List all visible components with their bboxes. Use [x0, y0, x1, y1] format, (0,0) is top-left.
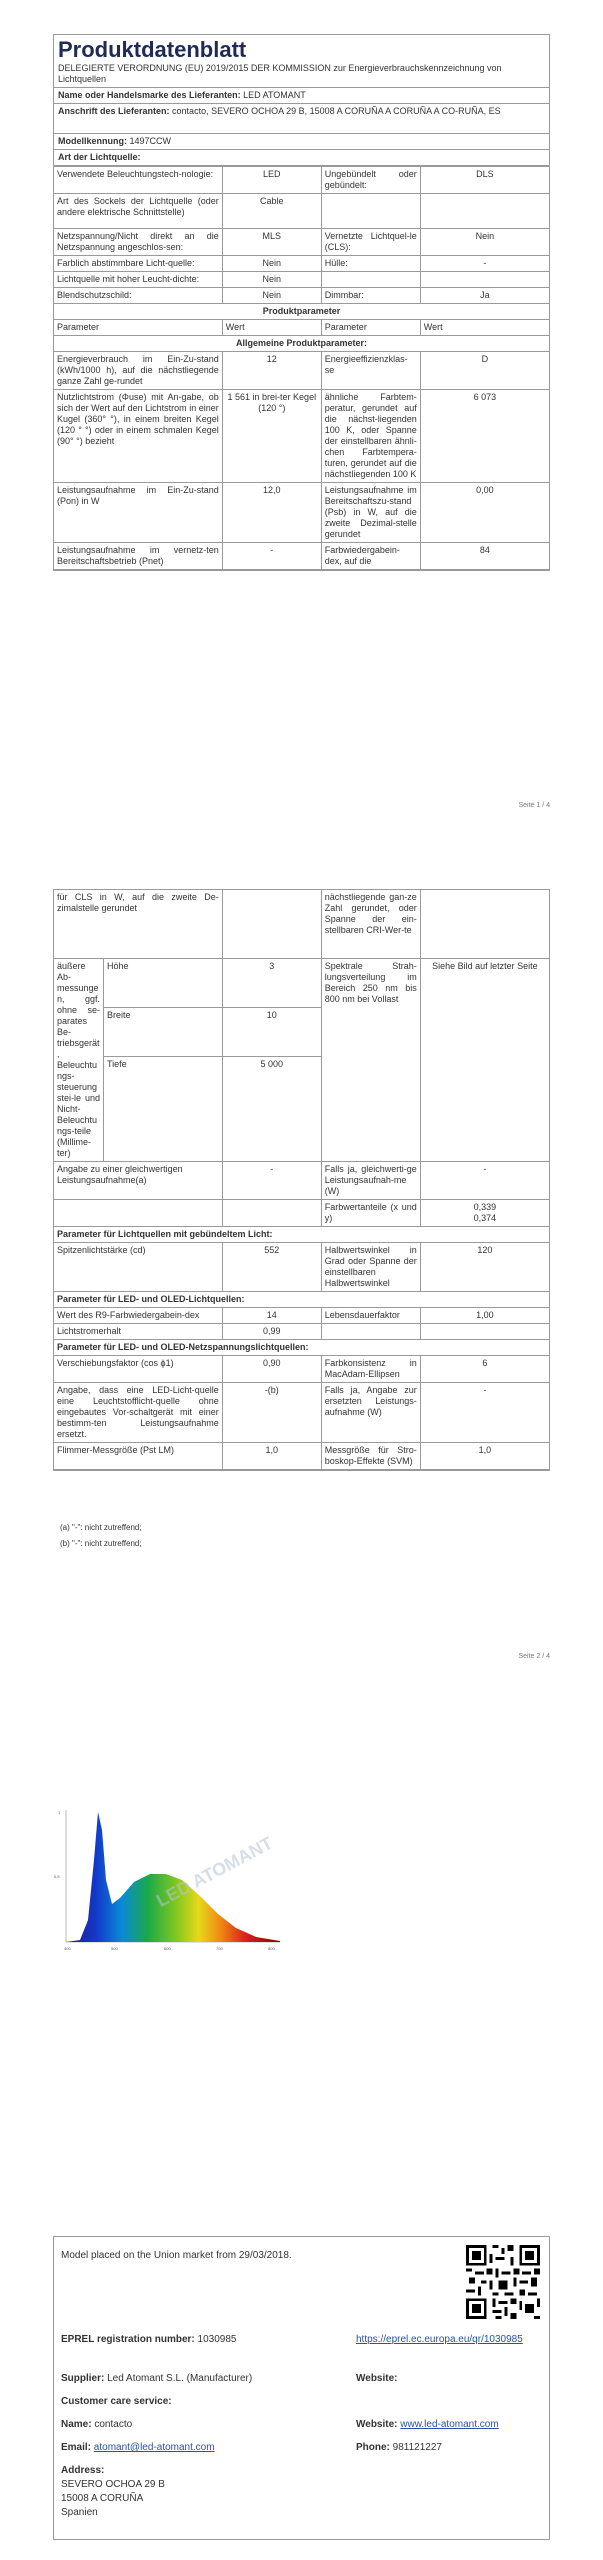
- eprel-info-box: [53, 2236, 550, 2540]
- type-label: Farblich abstimmbare Licht-quelle:: [54, 256, 222, 272]
- displacement-factor-value: 0,90: [222, 1356, 321, 1383]
- type-value: Cable: [222, 194, 321, 229]
- param-value: -: [222, 543, 321, 570]
- flicker-label: Flimmer-Messgröße (Pst LM): [54, 1443, 222, 1470]
- x-tick-label: 600: [164, 1946, 171, 1951]
- colour-consistency-value: 6: [420, 1356, 549, 1383]
- model-row: [54, 134, 549, 150]
- dimension-name: Breite: [104, 1008, 223, 1057]
- address-line: 15008 A CORUÑA: [61, 2493, 144, 2504]
- equiv-power-flag-label: Angabe zu einer gleichwertigen Leistungsaufnahme(a): [54, 1162, 222, 1200]
- displacement-factor-label: Verschiebungsfaktor (cos ϕ1): [54, 1356, 222, 1383]
- type-label: Lichtquelle mit hoher Leucht-dichte:: [54, 272, 222, 288]
- equiv-power-flag-value: -: [222, 1162, 321, 1200]
- email-link[interactable]: atomant@led-atomant.com: [93, 2442, 215, 2453]
- supplier-row: [61, 2372, 252, 2385]
- contact-name-label: Name:: [61, 2419, 92, 2430]
- table-row: [54, 1383, 549, 1443]
- survival-factor-label: Lebensdauerfaktor: [321, 1308, 420, 1324]
- type-value: MLS: [222, 229, 321, 256]
- param-value: D: [420, 352, 549, 390]
- type-value: Nein: [222, 288, 321, 304]
- qr-code-icon[interactable]: [466, 2245, 540, 2319]
- column-header-parameter: Parameter: [321, 320, 420, 336]
- lumen-maintenance-value: 0,99: [222, 1324, 321, 1340]
- param-label: für CLS in W, auf die zweite De-zimalstelle gerundet: [54, 890, 222, 959]
- product-params-table-continued: [54, 889, 549, 1470]
- column-header-value: Wert: [222, 320, 321, 336]
- contact-name-value: contacto: [94, 2419, 133, 2430]
- dimension-name: Höhe: [104, 959, 223, 1008]
- param-label: Leistungsaufnahme im vernetz-ten Bereitschaftsbetrieb (Pnet): [54, 543, 222, 570]
- phone-value: 981121227: [392, 2442, 442, 2453]
- dimension-name: Tiefe: [104, 1057, 223, 1162]
- customer-care-heading: Customer care service:: [61, 2396, 172, 2407]
- y-tick-label: 1: [58, 1810, 61, 1815]
- param-value: 1 561 in brei-ter Kegel (120 °): [222, 390, 321, 483]
- table-row: [54, 336, 549, 352]
- page-title: Produktdatenblatt: [58, 37, 247, 62]
- footnote-a: (a) "-": nicht zutreffend;: [60, 1523, 142, 1532]
- type-value: DLS: [420, 167, 549, 194]
- type-value: -: [420, 256, 549, 272]
- equiv-power-label: Falls ja, gleichwerti-ge Leistungsaufnah-me (W): [321, 1162, 420, 1200]
- care-website-link[interactable]: www.led-atomant.com: [400, 2419, 499, 2430]
- spectral-distribution-figure: [50, 1800, 300, 1960]
- table-row: [54, 1200, 549, 1227]
- stroboscopic-label: Messgröße für Stro-boskop-Effekte (SVM): [321, 1443, 420, 1470]
- table-row: [54, 1227, 549, 1243]
- param-value: 6 073: [420, 390, 549, 483]
- stroboscopic-value: 1,0: [420, 1443, 549, 1470]
- eprel-registration-value: 1030985: [197, 2334, 237, 2345]
- beam-angle-value: 120: [420, 1243, 549, 1292]
- param-value: 12,0: [222, 483, 321, 543]
- phone-label: Phone:: [356, 2442, 390, 2453]
- general-params-heading: Allgemeine Produktparameter:: [54, 336, 549, 352]
- type-value: Ja: [420, 288, 549, 304]
- table-row: [54, 959, 549, 1008]
- model-label: Modellkennung:: [58, 136, 127, 146]
- peak-intensity-label: Spitzenlichtstärke (cd): [54, 1243, 222, 1292]
- x-tick-label: 500: [111, 1946, 118, 1951]
- table-row: [54, 1292, 549, 1308]
- table-row: [54, 890, 549, 959]
- type-label: Verwendete Beleuchtungstech-nologie:: [54, 167, 222, 194]
- product-params-heading: Produktparameter: [54, 304, 549, 320]
- supplier-label: Supplier:: [61, 2373, 105, 2384]
- table-row: [54, 1356, 549, 1383]
- dimension-value: 5 000: [222, 1057, 321, 1162]
- type-label: Art des Sockels der Lichtquelle (oder andere elektrische Schnittstelle): [54, 194, 222, 229]
- supplier-value: Led Atomant S.L. (Manufacturer): [107, 2373, 253, 2384]
- column-header-parameter: Parameter: [54, 320, 222, 336]
- chromaticity-x: 0,339: [473, 1202, 497, 1212]
- table-row: [54, 167, 549, 194]
- type-label: [321, 194, 420, 229]
- param-label: Nutzlichtstrom (Φuse) mit An-gabe, ob sich der Wert auf den Lichtstrom in einer Kugel (360° °), in einem breiten Kegel (120 ° °) oder in einem schmalen Kegel (90° °) bezieht: [54, 390, 222, 483]
- dimension-value: 10: [222, 1008, 321, 1057]
- table-row: [54, 543, 549, 570]
- param-label: Energieverbrauch im Ein-Zu-stand (kWh/1000 h), auf die nächstliegende ganze Zahl ge-rundet: [54, 352, 222, 390]
- param-label: Leistungsaufnahme im Ein-Zu-stand (Pon) in W: [54, 483, 222, 543]
- r9-value: 14: [222, 1308, 321, 1324]
- light-source-type-table: [54, 166, 549, 570]
- table-row: [54, 483, 549, 543]
- chromaticity-value: [420, 1200, 549, 1227]
- eprel-link[interactable]: https://eprel.ec.europa.eu/qr/1030985: [356, 2334, 523, 2345]
- beam-angle-label: Halbwertswinkel in Grad oder Spanne der einstellbaren Halbwertswinkel: [321, 1243, 420, 1292]
- eprel-registration-label: EPREL registration number:: [61, 2334, 195, 2345]
- page-number: Seite 2 / 4: [518, 1653, 550, 1660]
- care-website-label: Website:: [356, 2419, 398, 2430]
- table-row: [54, 288, 549, 304]
- type-label: Hülle:: [321, 256, 420, 272]
- type-label: Ungebündelt oder gebündelt:: [321, 167, 420, 194]
- contact-name-row: [61, 2418, 132, 2431]
- brand-watermark: LED ATOMANT: [153, 1832, 277, 1911]
- type-value: Nein: [222, 256, 321, 272]
- market-date: Model placed on the Union market from 29/03/2018.: [61, 2250, 292, 2261]
- spectral-label: Spektrale Strah-lungsverteilung im Bereich 250 nm bis 800 nm bei Vollast: [321, 959, 420, 1162]
- equiv-power-value: -: [420, 1162, 549, 1200]
- replacement-claim-label: Angabe, dass eine LED-Licht-quelle eine Leuchtstofflicht-quelle ohne eingebautes Vor-schaltgerät mit einer bestimm-ten Leistungsaufnahme ersetzt.: [54, 1383, 222, 1443]
- peak-intensity-value: 552: [222, 1243, 321, 1292]
- footnote-b: (b) "-": nicht zutreffend;: [60, 1539, 142, 1548]
- type-value: LED: [222, 167, 321, 194]
- r9-label: Wert des R9-Farbwiedergabein-dex: [54, 1308, 222, 1324]
- spectral-value: Siehe Bild auf letzter Seite: [420, 959, 549, 1162]
- type-label: [321, 272, 420, 288]
- supplier-name-row: [54, 88, 549, 104]
- chromaticity-y: 0,374: [473, 1213, 497, 1223]
- datasheet-page-1: [53, 34, 550, 571]
- phone-row: [356, 2441, 442, 2454]
- supplier-address-value: contacto, SEVERO OCHOA 29 B, 15008 A CORUÑA A CORUÑA A CO-RUÑA, ES: [172, 106, 501, 116]
- address-line: Spanien: [61, 2507, 98, 2518]
- table-row: [54, 1340, 549, 1356]
- table-row: [54, 304, 549, 320]
- table-row: [54, 194, 549, 229]
- y-tick-label: 0,5: [54, 1874, 60, 1879]
- type-label: Netzspannung/Nicht direkt an die Netzspannung angeschlos-sen:: [54, 229, 222, 256]
- supplier-address-row: [54, 104, 549, 134]
- replacement-claim-value: -(b): [222, 1383, 321, 1443]
- type-label: Blendschutzschild:: [54, 288, 222, 304]
- dimensions-label: äußere Ab-messungen, ggf. ohne se-parates Be-triebsgerät, Beleuchtungs-steuerungstei-le und Nicht-Beleuchtungs-teile (Millime-ter): [54, 959, 104, 1162]
- table-row: [54, 352, 549, 390]
- model-value: 1497CCW: [129, 136, 172, 146]
- spectrum-curve: [66, 1812, 280, 1942]
- table-row: [54, 1443, 549, 1470]
- table-header-row: [54, 320, 549, 336]
- type-value: [420, 272, 549, 288]
- lumen-maintenance-label: Lichtstromerhalt: [54, 1324, 222, 1340]
- param-label: Energieeffizienzklas-se: [321, 352, 420, 390]
- table-row: [54, 272, 549, 288]
- led-params-heading: Parameter für LED- und OLED-Lichtquellen:: [54, 1292, 549, 1308]
- website-label: Website:: [356, 2373, 398, 2384]
- flicker-value: 1,0: [222, 1443, 321, 1470]
- param-value: 84: [420, 543, 549, 570]
- colour-consistency-label: Farbkonsistenz in MacAdam-Ellipsen: [321, 1356, 420, 1383]
- param-label: Farbwiedergabein-dex, auf die: [321, 543, 420, 570]
- param-label: nächstliegende gan-ze Zahl gerundet, oder Spanne der ein-stellbaren CRI-Wer-te: [321, 890, 420, 959]
- param-value: 0,00: [420, 483, 549, 543]
- supplier-name-label: Name oder Handelsmarke des Lieferanten:: [58, 90, 241, 100]
- x-tick-label: 800: [268, 1946, 275, 1951]
- column-header-value: Wert: [420, 320, 549, 336]
- care-website-row: [356, 2418, 499, 2431]
- type-label: Dimmbar:: [321, 288, 420, 304]
- email-row: [61, 2441, 215, 2454]
- supplier-address-label: Anschrift des Lieferanten:: [58, 106, 170, 116]
- type-value: Nein: [222, 272, 321, 288]
- regulation-text: DELEGIERTE VERORDNUNG (EU) 2019/2015 DER KOMMISSION zur Energieverbrauchskennzeichnung von Lichtquellen: [54, 63, 549, 88]
- param-value: 12: [222, 352, 321, 390]
- table-row: [54, 1308, 549, 1324]
- eprel-registration: [61, 2333, 236, 2346]
- dimension-value: 3: [222, 959, 321, 1008]
- param-label: Leistungsaufnahme im Bereitschaftszu-stand (Psb) in W, auf die zweite Dezimal-stelle gerundet: [321, 483, 420, 543]
- x-tick-label: 400: [64, 1946, 71, 1951]
- type-label: Vernetzte Lichtquel-le (CLS):: [321, 229, 420, 256]
- email-label: Email:: [61, 2442, 92, 2453]
- table-row: [54, 1243, 549, 1292]
- page-number: Seite 1 / 4: [518, 802, 550, 809]
- address-line: SEVERO OCHOA 29 B: [61, 2479, 165, 2490]
- light-source-type-heading: Art der Lichtquelle:: [54, 150, 549, 166]
- table-row: [54, 390, 549, 483]
- datasheet-page-2: [53, 889, 550, 1471]
- table-row: [54, 1162, 549, 1200]
- table-row: [54, 229, 549, 256]
- replacement-power-label: Falls ja, Angabe zur ersetzten Leistungs-aufnahme (W): [321, 1383, 420, 1443]
- replacement-power-value: -: [420, 1383, 549, 1443]
- directional-params-heading: Parameter für Lichtquellen mit gebündeltem Licht:: [54, 1227, 549, 1243]
- chromaticity-label: Farbwertanteile (x und y): [321, 1200, 420, 1227]
- survival-factor-value: 1,00: [420, 1308, 549, 1324]
- supplier-name-value: LED ATOMANT: [243, 90, 306, 100]
- address-label: Address:: [61, 2465, 105, 2476]
- x-tick-label: 700: [216, 1946, 223, 1951]
- type-value: Nein: [420, 229, 549, 256]
- table-row: [54, 1324, 549, 1340]
- param-label: ähnliche Farbtem-peratur, gerundet auf die nächst-liegenden 100 K, oder Spanne der einstellbaren ähnli-chen Farbtempera-turen, gerundet auf die nächstliegenden 100 K: [321, 390, 420, 483]
- mains-led-params-heading: Parameter für LED- und OLED-Netzspannungslichtquellen:: [54, 1340, 549, 1356]
- type-value: [420, 194, 549, 229]
- table-row: [54, 256, 549, 272]
